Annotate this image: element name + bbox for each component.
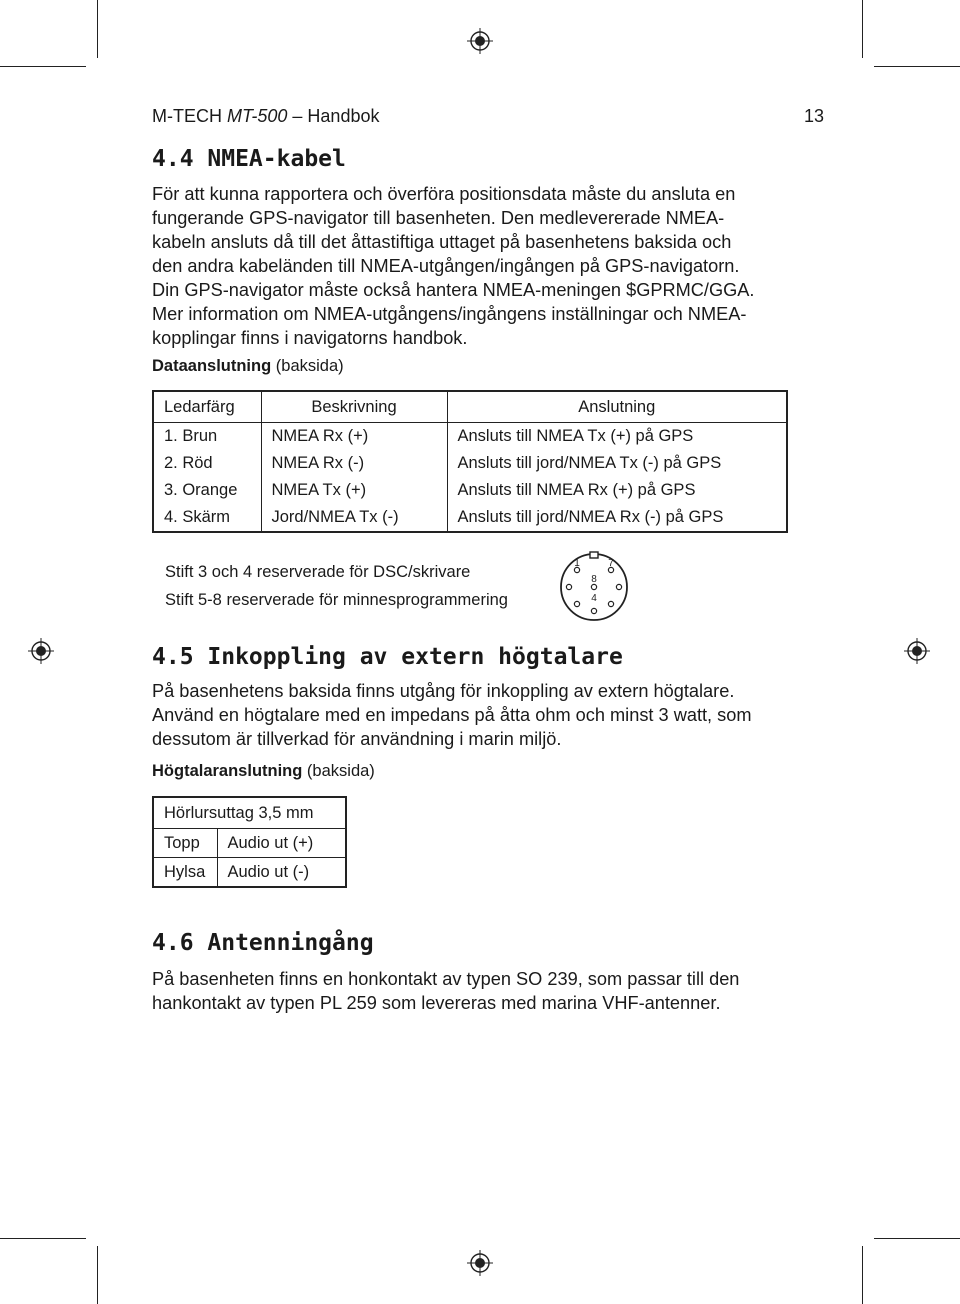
table-cell: 4. Skärm: [153, 504, 261, 532]
table-cell: Ansluts till NMEA Tx (+) på GPS: [457, 427, 694, 445]
crop-mark: [874, 1238, 960, 1239]
crop-mark: [862, 0, 863, 58]
paragraph-line: För att kunna rapportera och överföra positionsdata måste du ansluta en: [152, 184, 736, 204]
pin-label: 1: [574, 558, 580, 569]
table-cell: Ansluts till jord/NMEA Rx (-) på GPS: [457, 508, 724, 526]
crop-mark: [0, 1238, 86, 1239]
caption-rest: (baksida): [302, 762, 375, 780]
header-title: – Handbok: [292, 106, 380, 126]
table-header-cell: Anslutning: [447, 391, 787, 423]
table-header-cell: Ledarfärg: [153, 391, 261, 423]
caption-bold: Högtalaranslutning: [152, 762, 303, 780]
pin-label: 8: [591, 574, 597, 585]
table-row: [153, 858, 346, 888]
table-row: [153, 423, 787, 451]
section-heading-4-6: 4.6 Antenningång: [152, 930, 374, 956]
table-cell: Audio ut (+): [217, 829, 346, 858]
caption-bold: Dataanslutning: [152, 357, 272, 375]
crop-mark: [0, 66, 86, 67]
table-caption: [152, 357, 344, 376]
section-heading-4-4: 4.4 NMEA-kabel: [152, 146, 346, 172]
table-cell: 1. Brun: [153, 423, 261, 451]
paragraph-line: kabeln ansluts då till det åttastiftiga uttaget på basenhetens baksida och: [152, 232, 732, 252]
section-4-6-paragraph: [152, 967, 832, 1015]
table-cell: Topp: [153, 829, 217, 858]
table-row: [153, 450, 787, 477]
table-cell: NMEA Rx (-): [261, 450, 447, 477]
speaker-connection-table: [152, 796, 347, 888]
section-4-5-paragraph: [152, 679, 832, 751]
table-cell: Jord/NMEA Tx (-): [261, 504, 447, 532]
caption-rest: (baksida): [271, 357, 344, 375]
table-cell: NMEA Rx (+): [261, 423, 447, 451]
table-caption: [152, 762, 375, 781]
table-header-row: [153, 797, 346, 829]
page-number: 13: [803, 106, 824, 126]
paragraph-line: Mer information om NMEA-utgångens/ingångens inställningar och NMEA-: [152, 304, 747, 324]
table-cell: NMEA Tx (+): [261, 477, 447, 504]
crop-mark: [97, 1246, 98, 1304]
registration-mark-icon: [904, 638, 930, 664]
paragraph-line: Använd en högtalare med en impedans på åtta ohm och minst 3 watt, som: [152, 705, 752, 725]
table-header-row: [153, 391, 787, 423]
eight-pin-connector-icon: [553, 550, 635, 622]
table-cell: 2. Röd: [153, 450, 261, 477]
crop-mark: [874, 66, 960, 67]
table-row: [153, 477, 787, 504]
pin-note: Stift 5-8 reserverade för minnesprogrammering: [165, 591, 508, 609]
header-model: MT-500: [227, 106, 288, 126]
table-cell: Audio ut (-): [227, 862, 310, 881]
table-cell: Ansluts till NMEA Rx (+) på GPS: [457, 481, 696, 499]
table-header-cell: Hörlursuttag 3,5 mm: [153, 797, 346, 829]
crop-mark: [862, 1246, 863, 1304]
paragraph-line: På basenheten finns en honkontakt av typen SO 239, som passar till den: [152, 969, 740, 989]
table-row: [153, 504, 787, 532]
crop-mark: [97, 0, 98, 58]
paragraph-line: hankontakt av typen PL 259 som levereras med marina VHF-antenner.: [152, 993, 721, 1013]
header-brand: M-TECH: [152, 106, 222, 126]
registration-mark-icon: [28, 638, 54, 664]
running-header: [152, 106, 824, 127]
pin-label: 7: [608, 558, 614, 569]
table-cell: Hylsa: [153, 858, 217, 888]
table-cell: 3. Orange: [153, 477, 261, 504]
data-connection-table: [152, 390, 788, 533]
paragraph-line: den andra kabeländen till NMEA-utgången/ingången på GPS-navigatorn.: [152, 256, 740, 276]
table-cell: Ansluts till jord/NMEA Tx (-) på GPS: [457, 454, 722, 472]
paragraph-line: fungerande GPS-navigator till basenheten. Den medlevererade NMEA-: [152, 208, 725, 228]
table-header-cell: Beskrivning: [261, 391, 447, 423]
section-heading-4-5: 4.5 Inkoppling av extern högtalare: [152, 644, 623, 670]
registration-mark-icon: [467, 1250, 493, 1276]
registration-mark-icon: [467, 28, 493, 54]
section-4-4-paragraph: [152, 182, 832, 350]
paragraph-line: kopplingar finns i navigatorns handbok.: [152, 328, 468, 348]
pin-note: Stift 3 och 4 reserverade för DSC/skrivare: [165, 563, 471, 581]
paragraph-line: På basenhetens baksida finns utgång för inkoppling av extern högtalare.: [152, 681, 735, 701]
paragraph-line: dessutom är tillverkad för användning i marin miljö.: [152, 729, 562, 749]
table-row: [153, 829, 346, 858]
paragraph-line: Din GPS-navigator måste också hantera NMEA-meningen $GPRMC/GGA.: [152, 280, 755, 300]
pin-label: 4: [591, 593, 597, 604]
